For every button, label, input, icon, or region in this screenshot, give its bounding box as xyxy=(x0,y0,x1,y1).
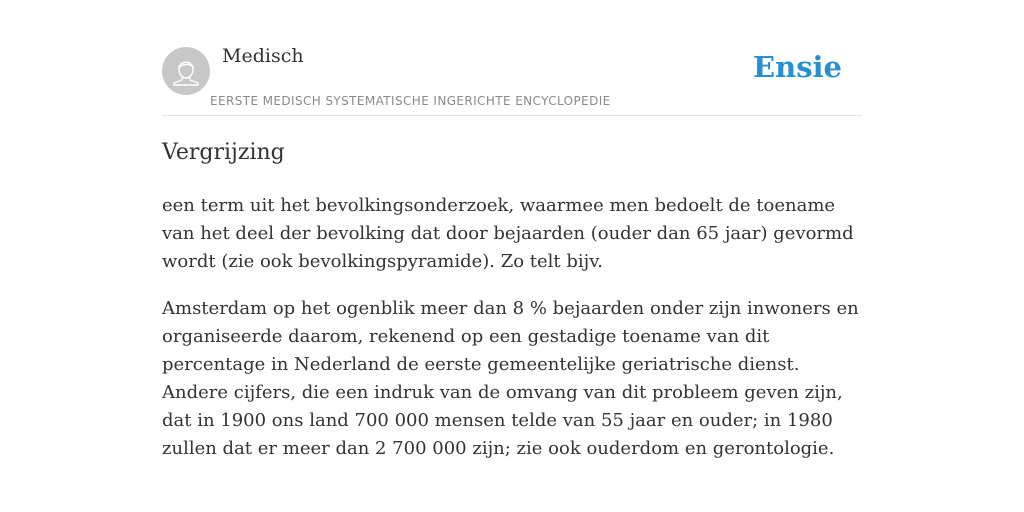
category-avatar[interactable] xyxy=(162,47,210,95)
article-paragraph: Amsterdam op het ogenblik meer dan 8 % bejaarden onder zijn inwoners en organiseerde daarom, rekenend op een gestadige toename van dit percentage in Nederland de eerste gemeentelijke geriatrische dienst. Andere cijfers, die een indruk van de omvang van dit probleem geven zijn, dat in 1900 ons land 700 000 mensen telde van 55 jaar en ouder; in 1980 zullen dat er meer dan 2 700 000 zijn; zie ook ouderdom en gerontologie. xyxy=(162,298,859,459)
category-subtitle: EERSTE MEDISCH SYSTEMATISCHE INGERICHTE ENCYCLOPEDIE xyxy=(210,94,611,108)
user-silhouette-icon xyxy=(162,47,210,95)
category-name[interactable]: Medisch xyxy=(222,45,304,67)
article-paragraph: een term uit het bevolkingsonderzoek, waarmee men bedoelt de toename van het deel der bevolking dat door bejaarden (ouder dan 65 jaar) gevormd wordt (zie ook bevolkingspyramide). Zo telt bijv. xyxy=(162,195,854,272)
page xyxy=(162,0,862,512)
header xyxy=(162,0,862,116)
ensie-logo[interactable]: Ensie xyxy=(753,50,842,84)
article-title: Vergrijzing xyxy=(162,140,285,165)
article-body xyxy=(162,192,862,482)
